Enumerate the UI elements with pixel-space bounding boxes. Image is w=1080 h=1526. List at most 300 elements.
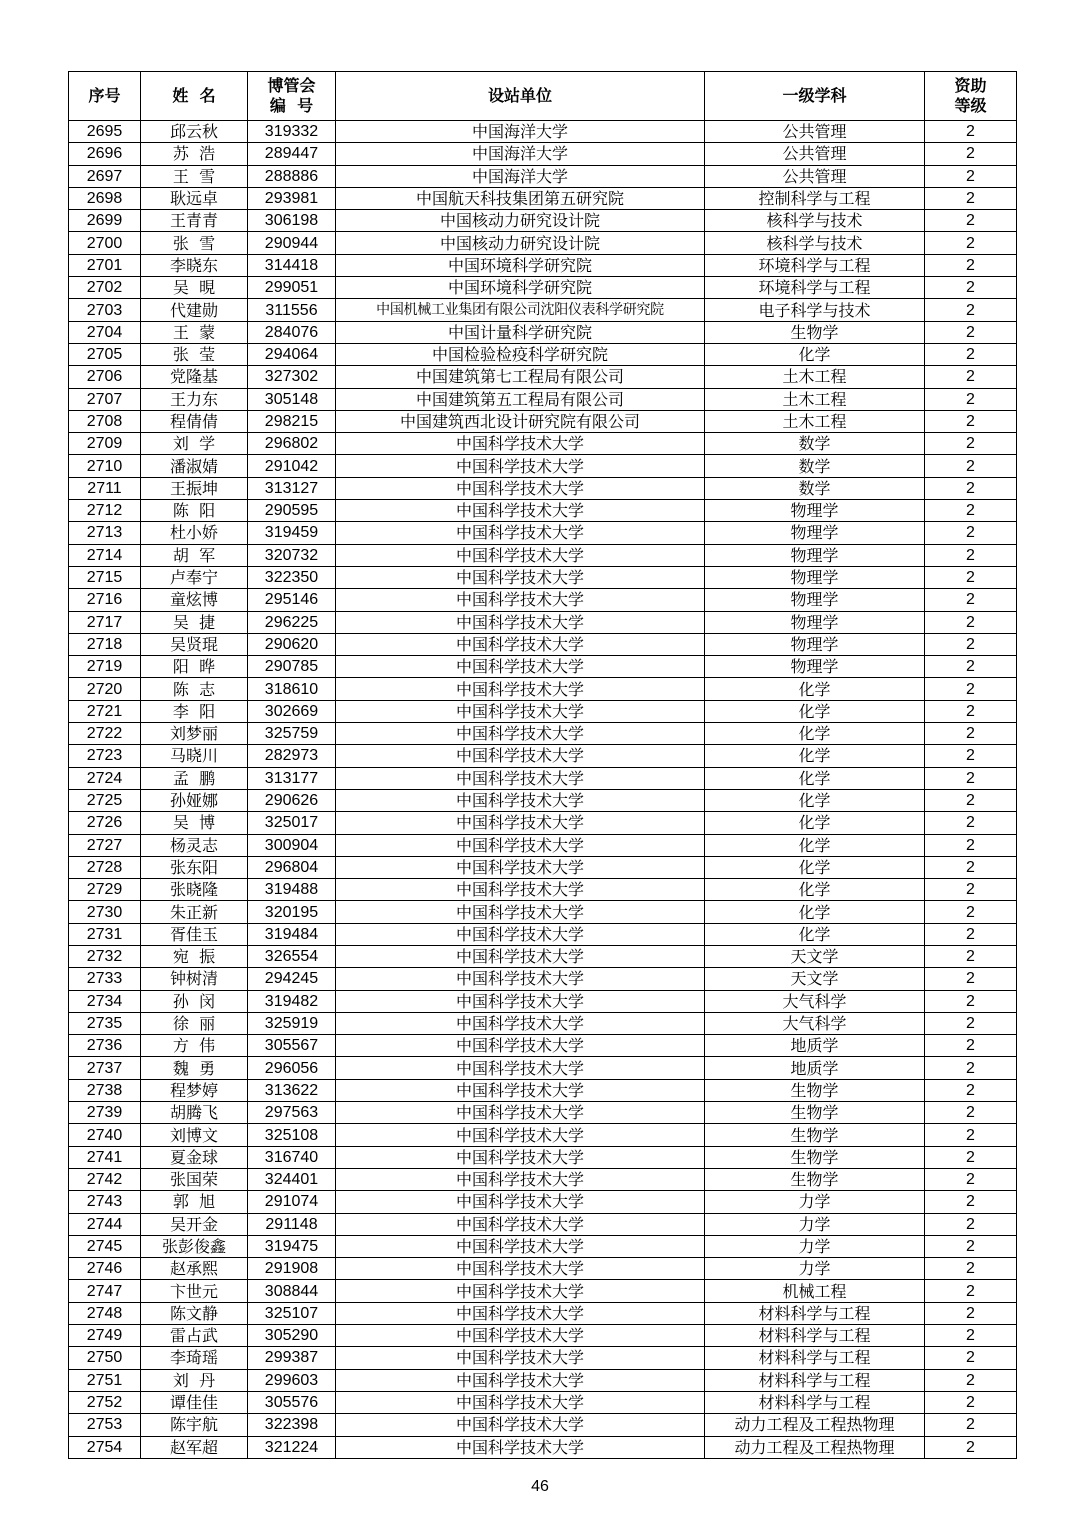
id-cell: 299051 bbox=[248, 277, 336, 299]
discipline-cell: 土木工程 bbox=[705, 410, 925, 432]
grade-cell: 2 bbox=[925, 210, 1017, 232]
unit-cell: 中国科学技术大学 bbox=[336, 968, 705, 990]
discipline-cell: 物理学 bbox=[705, 566, 925, 588]
table-row bbox=[69, 633, 1017, 655]
unit-cell: 中国环境科学研究院 bbox=[336, 277, 705, 299]
grade-cell: 2 bbox=[925, 879, 1017, 901]
table-row bbox=[69, 477, 1017, 499]
name-cell: 魏 勇 bbox=[141, 1057, 248, 1079]
table-row bbox=[69, 343, 1017, 365]
header-grade-line1: 资助 bbox=[954, 76, 987, 95]
name-cell: 王 蒙 bbox=[141, 321, 248, 343]
unit-cell: 中国科学技术大学 bbox=[336, 1079, 705, 1101]
seq-cell: 2713 bbox=[69, 522, 141, 544]
id-cell: 296802 bbox=[248, 433, 336, 455]
id-cell: 284076 bbox=[248, 321, 336, 343]
name-cell: 马晓川 bbox=[141, 745, 248, 767]
seq-cell: 2728 bbox=[69, 856, 141, 878]
grade-cell: 2 bbox=[925, 1325, 1017, 1347]
name-cell: 张东阳 bbox=[141, 856, 248, 878]
unit-cell: 中国核动力研究设计院 bbox=[336, 232, 705, 254]
name-cell: 陈 志 bbox=[141, 678, 248, 700]
id-cell: 296056 bbox=[248, 1057, 336, 1079]
id-cell: 290620 bbox=[248, 633, 336, 655]
discipline-cell: 材料科学与工程 bbox=[705, 1391, 925, 1413]
table-row bbox=[69, 321, 1017, 343]
id-cell: 297563 bbox=[248, 1102, 336, 1124]
table-row bbox=[69, 923, 1017, 945]
discipline-cell: 数学 bbox=[705, 455, 925, 477]
name-cell: 张晓隆 bbox=[141, 879, 248, 901]
grade-cell: 2 bbox=[925, 1035, 1017, 1057]
table-row bbox=[69, 1414, 1017, 1436]
name-cell: 程梦婷 bbox=[141, 1079, 248, 1101]
name-cell: 朱正新 bbox=[141, 901, 248, 923]
table-row bbox=[69, 455, 1017, 477]
seq-cell: 2710 bbox=[69, 455, 141, 477]
grade-cell: 2 bbox=[925, 1146, 1017, 1168]
discipline-cell: 材料科学与工程 bbox=[705, 1347, 925, 1369]
id-cell: 326554 bbox=[248, 945, 336, 967]
discipline-cell: 化学 bbox=[705, 700, 925, 722]
table-row bbox=[69, 388, 1017, 410]
grade-cell: 2 bbox=[925, 901, 1017, 923]
table-row bbox=[69, 1168, 1017, 1190]
id-cell: 327302 bbox=[248, 366, 336, 388]
id-cell: 316740 bbox=[248, 1146, 336, 1168]
unit-cell: 中国科学技术大学 bbox=[336, 945, 705, 967]
seq-cell: 2700 bbox=[69, 232, 141, 254]
discipline-cell: 化学 bbox=[705, 879, 925, 901]
grade-cell: 2 bbox=[925, 232, 1017, 254]
id-cell: 319488 bbox=[248, 879, 336, 901]
table-row bbox=[69, 723, 1017, 745]
name-cell: 邱云秋 bbox=[141, 121, 248, 143]
unit-cell: 中国科学技术大学 bbox=[336, 789, 705, 811]
grade-cell: 2 bbox=[925, 1235, 1017, 1257]
id-cell: 313177 bbox=[248, 767, 336, 789]
id-cell: 325759 bbox=[248, 723, 336, 745]
unit-cell: 中国核动力研究设计院 bbox=[336, 210, 705, 232]
seq-cell: 2754 bbox=[69, 1436, 141, 1458]
discipline-cell: 物理学 bbox=[705, 500, 925, 522]
grade-cell: 2 bbox=[925, 812, 1017, 834]
name-cell: 胡腾飞 bbox=[141, 1102, 248, 1124]
postdoc-funding-table bbox=[68, 71, 1016, 1459]
id-cell: 325108 bbox=[248, 1124, 336, 1146]
table-row bbox=[69, 1347, 1017, 1369]
grade-cell: 2 bbox=[925, 1347, 1017, 1369]
discipline-cell: 天文学 bbox=[705, 968, 925, 990]
table-row bbox=[69, 1035, 1017, 1057]
grade-cell: 2 bbox=[925, 143, 1017, 165]
seq-cell: 2734 bbox=[69, 990, 141, 1012]
seq-cell: 2752 bbox=[69, 1391, 141, 1413]
unit-cell: 中国海洋大学 bbox=[336, 121, 705, 143]
id-cell: 322398 bbox=[248, 1414, 336, 1436]
grade-cell: 2 bbox=[925, 1213, 1017, 1235]
header-seq: 序号 bbox=[69, 72, 141, 121]
table-row bbox=[69, 1280, 1017, 1302]
id-cell: 305148 bbox=[248, 388, 336, 410]
discipline-cell: 化学 bbox=[705, 856, 925, 878]
unit-cell: 中国环境科学研究院 bbox=[336, 254, 705, 276]
seq-cell: 2732 bbox=[69, 945, 141, 967]
name-cell: 刘博文 bbox=[141, 1124, 248, 1146]
seq-cell: 2716 bbox=[69, 589, 141, 611]
grade-cell: 2 bbox=[925, 500, 1017, 522]
table-row bbox=[69, 901, 1017, 923]
seq-cell: 2704 bbox=[69, 321, 141, 343]
seq-cell: 2748 bbox=[69, 1302, 141, 1324]
seq-cell: 2712 bbox=[69, 500, 141, 522]
grade-cell: 2 bbox=[925, 723, 1017, 745]
unit-cell: 中国科学技术大学 bbox=[336, 1347, 705, 1369]
discipline-cell: 力学 bbox=[705, 1235, 925, 1257]
id-cell: 299387 bbox=[248, 1347, 336, 1369]
name-cell: 刘 丹 bbox=[141, 1369, 248, 1391]
unit-cell: 中国科学技术大学 bbox=[336, 812, 705, 834]
name-cell: 陈文静 bbox=[141, 1302, 248, 1324]
id-cell: 306198 bbox=[248, 210, 336, 232]
seq-cell: 2703 bbox=[69, 299, 141, 321]
id-cell: 298215 bbox=[248, 410, 336, 432]
seq-cell: 2745 bbox=[69, 1235, 141, 1257]
unit-cell: 中国科学技术大学 bbox=[336, 678, 705, 700]
seq-cell: 2726 bbox=[69, 812, 141, 834]
unit-cell: 中国科学技术大学 bbox=[336, 1436, 705, 1458]
discipline-cell: 机械工程 bbox=[705, 1280, 925, 1302]
table-row bbox=[69, 968, 1017, 990]
unit-cell: 中国科学技术大学 bbox=[336, 1012, 705, 1034]
seq-cell: 2707 bbox=[69, 388, 141, 410]
name-cell: 潘淑婧 bbox=[141, 455, 248, 477]
seq-cell: 2733 bbox=[69, 968, 141, 990]
grade-cell: 2 bbox=[925, 767, 1017, 789]
discipline-cell: 大气科学 bbox=[705, 990, 925, 1012]
discipline-cell: 力学 bbox=[705, 1213, 925, 1235]
discipline-cell: 化学 bbox=[705, 723, 925, 745]
discipline-cell: 核科学与技术 bbox=[705, 232, 925, 254]
table-row bbox=[69, 254, 1017, 276]
discipline-cell: 生物学 bbox=[705, 1146, 925, 1168]
id-cell: 290626 bbox=[248, 789, 336, 811]
name-cell: 胡 军 bbox=[141, 544, 248, 566]
unit-cell: 中国科学技术大学 bbox=[336, 566, 705, 588]
id-cell: 325017 bbox=[248, 812, 336, 834]
unit-cell: 中国科学技术大学 bbox=[336, 1102, 705, 1124]
unit-cell: 中国科学技术大学 bbox=[336, 589, 705, 611]
unit-cell: 中国科学技术大学 bbox=[336, 455, 705, 477]
id-cell: 319484 bbox=[248, 923, 336, 945]
grade-cell: 2 bbox=[925, 343, 1017, 365]
grade-cell: 2 bbox=[925, 187, 1017, 209]
seq-cell: 2718 bbox=[69, 633, 141, 655]
discipline-cell: 化学 bbox=[705, 812, 925, 834]
header-id-line2: 编 号 bbox=[269, 96, 314, 115]
unit-cell: 中国科学技术大学 bbox=[336, 767, 705, 789]
unit-cell: 中国海洋大学 bbox=[336, 143, 705, 165]
seq-cell: 2721 bbox=[69, 700, 141, 722]
unit-cell: 中国科学技术大学 bbox=[336, 1414, 705, 1436]
seq-cell: 2711 bbox=[69, 477, 141, 499]
seq-cell: 2701 bbox=[69, 254, 141, 276]
table-row bbox=[69, 299, 1017, 321]
unit-cell: 中国科学技术大学 bbox=[336, 1057, 705, 1079]
id-cell: 294245 bbox=[248, 968, 336, 990]
name-cell: 刘梦丽 bbox=[141, 723, 248, 745]
header-id-line1: 博管会 bbox=[267, 76, 316, 95]
discipline-cell: 生物学 bbox=[705, 1079, 925, 1101]
grade-cell: 2 bbox=[925, 121, 1017, 143]
data-table bbox=[68, 71, 1017, 1459]
seq-cell: 2725 bbox=[69, 789, 141, 811]
id-cell: 288886 bbox=[248, 165, 336, 187]
discipline-cell: 化学 bbox=[705, 678, 925, 700]
seq-cell: 2735 bbox=[69, 1012, 141, 1034]
grade-cell: 2 bbox=[925, 923, 1017, 945]
name-cell: 钟树清 bbox=[141, 968, 248, 990]
name-cell: 孙娅娜 bbox=[141, 789, 248, 811]
seq-cell: 2719 bbox=[69, 656, 141, 678]
unit-cell: 中国科学技术大学 bbox=[336, 656, 705, 678]
discipline-cell: 环境科学与工程 bbox=[705, 277, 925, 299]
id-cell: 293981 bbox=[248, 187, 336, 209]
unit-cell: 中国科学技术大学 bbox=[336, 1146, 705, 1168]
name-cell: 代建勋 bbox=[141, 299, 248, 321]
unit-cell: 中国科学技术大学 bbox=[336, 1280, 705, 1302]
discipline-cell: 物理学 bbox=[705, 522, 925, 544]
unit-cell: 中国科学技术大学 bbox=[336, 522, 705, 544]
grade-cell: 2 bbox=[925, 1168, 1017, 1190]
unit-cell: 中国科学技术大学 bbox=[336, 1213, 705, 1235]
table-row bbox=[69, 1436, 1017, 1458]
discipline-cell: 化学 bbox=[705, 343, 925, 365]
discipline-cell: 数学 bbox=[705, 433, 925, 455]
discipline-cell: 动力工程及工程热物理 bbox=[705, 1414, 925, 1436]
discipline-cell: 地质学 bbox=[705, 1035, 925, 1057]
seq-cell: 2753 bbox=[69, 1414, 141, 1436]
name-cell: 卢奉宁 bbox=[141, 566, 248, 588]
id-cell: 324401 bbox=[248, 1168, 336, 1190]
discipline-cell: 生物学 bbox=[705, 321, 925, 343]
header-discipline: 一级学科 bbox=[705, 72, 925, 121]
header-grade-line2: 等级 bbox=[954, 96, 987, 115]
unit-cell: 中国科学技术大学 bbox=[336, 856, 705, 878]
grade-cell: 2 bbox=[925, 1258, 1017, 1280]
table-row bbox=[69, 366, 1017, 388]
discipline-cell: 物理学 bbox=[705, 544, 925, 566]
id-cell: 290944 bbox=[248, 232, 336, 254]
grade-cell: 2 bbox=[925, 366, 1017, 388]
unit-cell: 中国科学技术大学 bbox=[336, 1369, 705, 1391]
discipline-cell: 核科学与技术 bbox=[705, 210, 925, 232]
seq-cell: 2720 bbox=[69, 678, 141, 700]
table-row bbox=[69, 277, 1017, 299]
seq-cell: 2739 bbox=[69, 1102, 141, 1124]
grade-cell: 2 bbox=[925, 433, 1017, 455]
seq-cell: 2736 bbox=[69, 1035, 141, 1057]
table-row bbox=[69, 1302, 1017, 1324]
name-cell: 杨灵志 bbox=[141, 834, 248, 856]
table-row bbox=[69, 500, 1017, 522]
name-cell: 吴开金 bbox=[141, 1213, 248, 1235]
name-cell: 赵军超 bbox=[141, 1436, 248, 1458]
discipline-cell: 化学 bbox=[705, 923, 925, 945]
grade-cell: 2 bbox=[925, 856, 1017, 878]
discipline-cell: 公共管理 bbox=[705, 143, 925, 165]
id-cell: 282973 bbox=[248, 745, 336, 767]
table-row bbox=[69, 522, 1017, 544]
grade-cell: 2 bbox=[925, 410, 1017, 432]
discipline-cell: 物理学 bbox=[705, 589, 925, 611]
unit-cell: 中国科学技术大学 bbox=[336, 1191, 705, 1213]
seq-cell: 2714 bbox=[69, 544, 141, 566]
seq-cell: 2731 bbox=[69, 923, 141, 945]
header-unit: 设站单位 bbox=[336, 72, 705, 121]
name-cell: 阳 晔 bbox=[141, 656, 248, 678]
table-body bbox=[69, 121, 1017, 1459]
unit-cell: 中国科学技术大学 bbox=[336, 433, 705, 455]
unit-cell: 中国科学技术大学 bbox=[336, 500, 705, 522]
id-cell: 290785 bbox=[248, 656, 336, 678]
table-header-row bbox=[69, 72, 1017, 121]
name-cell: 耿远卓 bbox=[141, 187, 248, 209]
id-cell: 318610 bbox=[248, 678, 336, 700]
table-row bbox=[69, 1258, 1017, 1280]
unit-cell: 中国科学技术大学 bbox=[336, 1124, 705, 1146]
table-row bbox=[69, 1124, 1017, 1146]
grade-cell: 2 bbox=[925, 165, 1017, 187]
unit-cell: 中国科学技术大学 bbox=[336, 1258, 705, 1280]
seq-cell: 2705 bbox=[69, 343, 141, 365]
name-cell: 王青青 bbox=[141, 210, 248, 232]
seq-cell: 2747 bbox=[69, 1280, 141, 1302]
seq-cell: 2741 bbox=[69, 1146, 141, 1168]
table-row bbox=[69, 678, 1017, 700]
discipline-cell: 物理学 bbox=[705, 611, 925, 633]
table-row bbox=[69, 834, 1017, 856]
name-cell: 刘 学 bbox=[141, 433, 248, 455]
table-row bbox=[69, 1012, 1017, 1034]
seq-cell: 2746 bbox=[69, 1258, 141, 1280]
table-row bbox=[69, 856, 1017, 878]
seq-cell: 2724 bbox=[69, 767, 141, 789]
table-row bbox=[69, 1079, 1017, 1101]
unit-cell: 中国科学技术大学 bbox=[336, 611, 705, 633]
table-row bbox=[69, 165, 1017, 187]
table-row bbox=[69, 1391, 1017, 1413]
seq-cell: 2709 bbox=[69, 433, 141, 455]
table-row bbox=[69, 544, 1017, 566]
unit-cell: 中国科学技术大学 bbox=[336, 1391, 705, 1413]
discipline-cell: 土木工程 bbox=[705, 366, 925, 388]
table-row bbox=[69, 812, 1017, 834]
seq-cell: 2730 bbox=[69, 901, 141, 923]
unit-cell: 中国航天科技集团第五研究院 bbox=[336, 187, 705, 209]
id-cell: 320195 bbox=[248, 901, 336, 923]
id-cell: 296804 bbox=[248, 856, 336, 878]
unit-cell: 中国机械工业集团有限公司沈阳仪表科学研究院 bbox=[336, 299, 705, 321]
unit-cell: 中国科学技术大学 bbox=[336, 923, 705, 945]
name-cell: 徐 丽 bbox=[141, 1012, 248, 1034]
grade-cell: 2 bbox=[925, 1280, 1017, 1302]
discipline-cell: 电子科学与技术 bbox=[705, 299, 925, 321]
unit-cell: 中国科学技术大学 bbox=[336, 477, 705, 499]
seq-cell: 2723 bbox=[69, 745, 141, 767]
table-row bbox=[69, 210, 1017, 232]
id-cell: 296225 bbox=[248, 611, 336, 633]
seq-cell: 2699 bbox=[69, 210, 141, 232]
unit-cell: 中国海洋大学 bbox=[336, 165, 705, 187]
name-cell: 赵承熙 bbox=[141, 1258, 248, 1280]
table-row bbox=[69, 566, 1017, 588]
id-cell: 290595 bbox=[248, 500, 336, 522]
table-row bbox=[69, 1235, 1017, 1257]
name-cell: 郭 旭 bbox=[141, 1191, 248, 1213]
seq-cell: 2740 bbox=[69, 1124, 141, 1146]
grade-cell: 2 bbox=[925, 656, 1017, 678]
name-cell: 吴 晛 bbox=[141, 277, 248, 299]
name-cell: 李晓东 bbox=[141, 254, 248, 276]
unit-cell: 中国科学技术大学 bbox=[336, 1035, 705, 1057]
id-cell: 291148 bbox=[248, 1213, 336, 1235]
grade-cell: 2 bbox=[925, 1391, 1017, 1413]
discipline-cell: 生物学 bbox=[705, 1102, 925, 1124]
unit-cell: 中国科学技术大学 bbox=[336, 745, 705, 767]
name-cell: 雷占武 bbox=[141, 1325, 248, 1347]
discipline-cell: 化学 bbox=[705, 901, 925, 923]
discipline-cell: 土木工程 bbox=[705, 388, 925, 410]
id-cell: 320732 bbox=[248, 544, 336, 566]
id-cell: 294064 bbox=[248, 343, 336, 365]
seq-cell: 2695 bbox=[69, 121, 141, 143]
page-number: 46 bbox=[531, 1478, 549, 1495]
seq-cell: 2737 bbox=[69, 1057, 141, 1079]
name-cell: 孟 鹏 bbox=[141, 767, 248, 789]
grade-cell: 2 bbox=[925, 968, 1017, 990]
id-cell: 289447 bbox=[248, 143, 336, 165]
table-row bbox=[69, 1369, 1017, 1391]
name-cell: 陈宇航 bbox=[141, 1414, 248, 1436]
discipline-cell: 物理学 bbox=[705, 656, 925, 678]
table-row bbox=[69, 1213, 1017, 1235]
grade-cell: 2 bbox=[925, 1414, 1017, 1436]
table-row bbox=[69, 767, 1017, 789]
unit-cell: 中国计量科学研究院 bbox=[336, 321, 705, 343]
unit-cell: 中国科学技术大学 bbox=[336, 700, 705, 722]
grade-cell: 2 bbox=[925, 1079, 1017, 1101]
seq-cell: 2750 bbox=[69, 1347, 141, 1369]
unit-cell: 中国科学技术大学 bbox=[336, 1235, 705, 1257]
name-cell: 王力东 bbox=[141, 388, 248, 410]
id-cell: 319475 bbox=[248, 1235, 336, 1257]
table-row bbox=[69, 1325, 1017, 1347]
seq-cell: 2715 bbox=[69, 566, 141, 588]
id-cell: 322350 bbox=[248, 566, 336, 588]
unit-cell: 中国科学技术大学 bbox=[336, 633, 705, 655]
name-cell: 方 伟 bbox=[141, 1035, 248, 1057]
id-cell: 305567 bbox=[248, 1035, 336, 1057]
seq-cell: 2751 bbox=[69, 1369, 141, 1391]
table-row bbox=[69, 187, 1017, 209]
header-name: 姓 名 bbox=[141, 72, 248, 121]
table-row bbox=[69, 656, 1017, 678]
header-grade bbox=[925, 72, 1017, 121]
name-cell: 陈 阳 bbox=[141, 500, 248, 522]
unit-cell: 中国科学技术大学 bbox=[336, 990, 705, 1012]
name-cell: 程倩倩 bbox=[141, 410, 248, 432]
